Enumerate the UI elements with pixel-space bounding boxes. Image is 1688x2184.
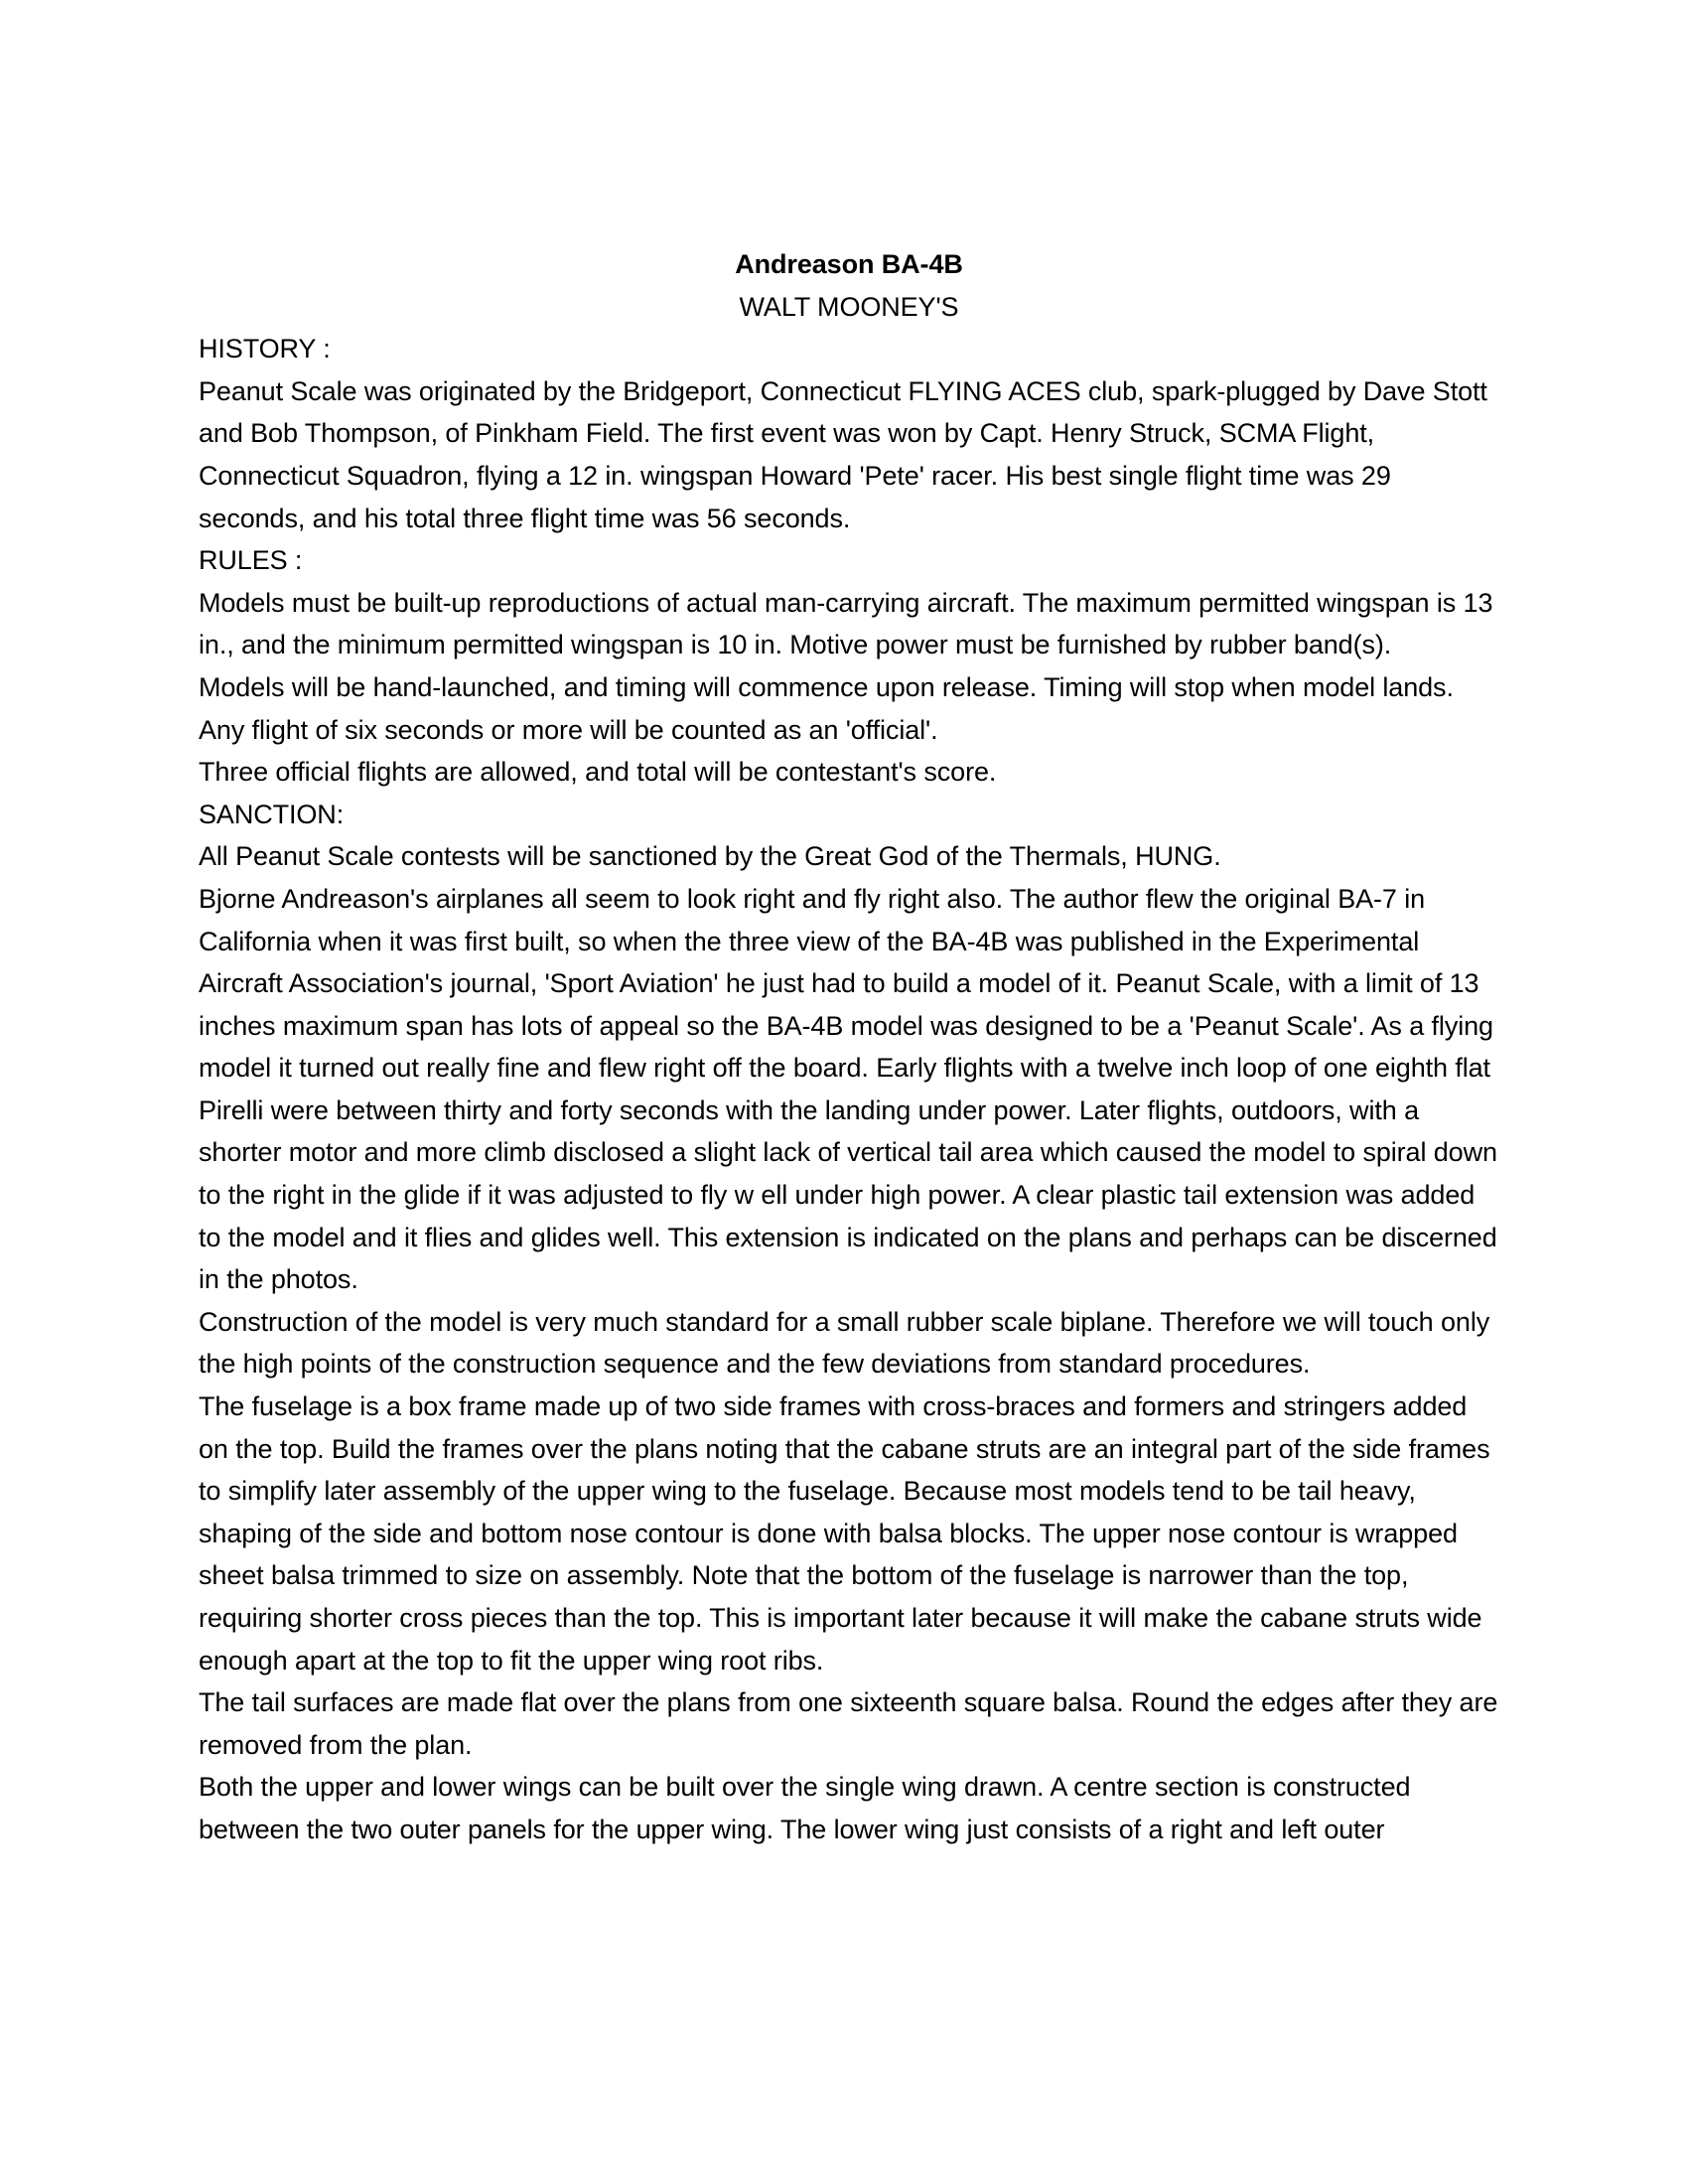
section-heading-history: HISTORY :	[199, 334, 331, 364]
paragraph-introduction: Bjorne Andreason's airplanes all seem to look right and fly right also. The author flew the original BA-7 in California when it was first built, so when the three view of the BA-4B was published in the Experimental Aircraft Association's journal, 'Sport Aviation' he just had to build a model of it. Peanut Scale, with a limit of 13 inches maximum span has lots of appeal so the BA-4B model was designed to be a 'Peanut Scale'. As a flying model it turned out really fine and flew right off the board. Early flights with a twelve inch loop of one eighth flat Pirelli were between thirty and forty seconds with the landing under power. Later flights, outdoors, with a shorter motor and more climb disclosed a slight lack of vertical tail area which caused the model to spiral down to the right in the glide if it was adjusted to fly w ell under high power. A clear plastic tail extension was added to the model and it flies and glides well. This extension is indicated on the plans and perhaps can be discerned in the photos.	[199, 883, 1497, 1295]
paragraph-sanction: All Peanut Scale contests will be sanctioned by the Great God of the Thermals, HUNG.	[199, 841, 1221, 872]
paragraph-construction: Construction of the model is very much standard for a small rubber scale biplane. Therefore we will touch only the high points of the construction sequence and the few deviations from standard procedures.	[199, 1306, 1490, 1380]
document-body	[199, 243, 1499, 1851]
paragraph-rules-official: Any flight of six seconds or more will be counted as an 'official'.	[199, 714, 938, 745]
section-heading-rules: RULES :	[199, 545, 303, 576]
paragraph-wings: Both the upper and lower wings can be built over the single wing drawn. A centre section is constructed between the two outer panels for the upper wing. The lower wing just consists of a right and left outer	[199, 1772, 1411, 1844]
paragraph-rules-launch: Models will be hand-launched, and timing will commence upon release. Timing will stop when model lands.	[199, 671, 1454, 702]
paragraph-history: Peanut Scale was originated by the Bridgeport, Connecticut FLYING ACES club, spark-plugged by Dave Stott and Bob Thompson, of Pinkham Field. The first event was won by Capt. Henry Struck, SCMA Flight, Connecticut Squadron, flying a 12 in. wingspan Howard 'Pete' racer. His best single flight time was 29 seconds, and his total three flight time was 56 seconds.	[199, 375, 1487, 533]
section-heading-sanction: SANCTION:	[199, 799, 345, 829]
paragraph-fuselage: The fuselage is a box frame made up of two side frames with cross-braces and formers and stringers added on the top. Build the frames over the plans noting that the cabane struts are an integral part of the side frames to simplify later assembly of the upper wing to the fuselage. Because most models tend to be tail heavy, shaping of the side and bottom nose contour is done with balsa blocks. The upper nose contour is wrapped sheet balsa trimmed to size on assembly. Note that the bottom of the fuselage is narrower than the top, requiring shorter cross pieces than the top. This is important later because it will make the cabane struts wide enough apart at the top to fit the upper wing root ribs.	[199, 1391, 1490, 1675]
paragraph-rules-models: Models must be built-up reproductions of actual man-carrying aircraft. The maximum permitted wingspan is 13 in., and the minimum permitted wingspan is 10 in. Motive power must be furnished by rubber band(s).	[199, 587, 1493, 660]
document-title: Andreason BA-4B	[735, 249, 963, 279]
paragraph-tail-surfaces: The tail surfaces are made flat over the plans from one sixteenth square balsa. Round the edges after they are removed from the plan.	[199, 1687, 1498, 1760]
paragraph-rules-score: Three official flights are allowed, and total will be contestant's score.	[199, 757, 997, 788]
document-subtitle: WALT MOONEY'S	[739, 291, 959, 322]
